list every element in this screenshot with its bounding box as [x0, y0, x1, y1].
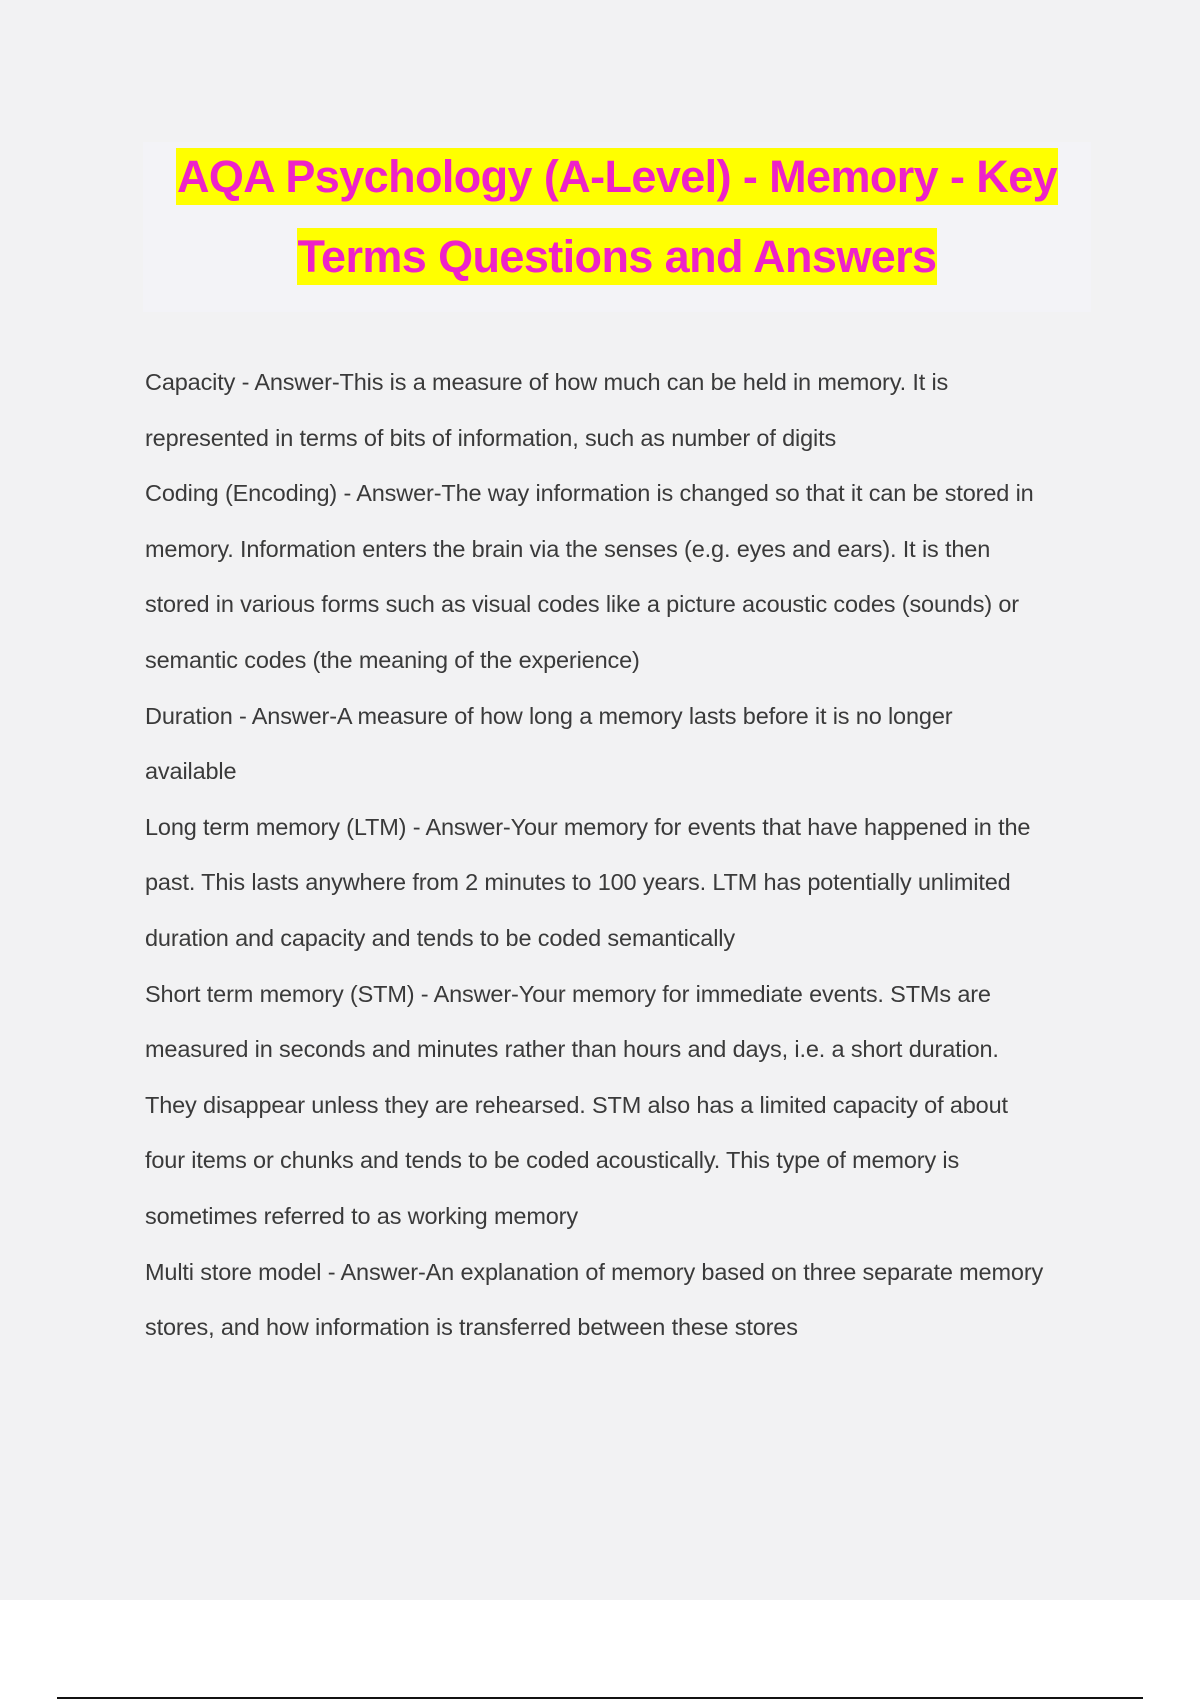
body-line: Coding (Encoding) - Answer-The way information is changed so that it can be stored in [145, 480, 1034, 507]
body-line: available [145, 758, 237, 785]
body-line: stored in various forms such as visual codes like a picture acoustic codes (sounds) or [145, 591, 1019, 618]
body-line: past. This lasts anywhere from 2 minutes to 100 years. LTM has potentially unlimited [145, 869, 1011, 896]
body-line: They disappear unless they are rehearsed. STM also has a limited capacity of about [145, 1091, 1008, 1118]
document-title-line-2: Terms Questions and Answers [297, 228, 938, 285]
body-line: semantic codes (the meaning of the experience) [145, 646, 640, 673]
body-line: memory. Information enters the brain via the senses (e.g. eyes and ears). It is then [145, 535, 991, 562]
footer-divider [57, 1697, 1143, 1699]
body-line: Short term memory (STM) - Answer-Your memory for immediate events. STMs are [145, 980, 991, 1007]
body-line: represented in terms of bits of information, such as number of digits [145, 424, 837, 451]
body-line: Multi store model - Answer-An explanation of memory based on three separate memory [145, 1258, 1044, 1285]
body-line: Long term memory (LTM) - Answer-Your memory for events that have happened in the [145, 813, 1031, 840]
body-line: four items or chunks and tends to be coded acoustically. This type of memory is [145, 1147, 960, 1174]
document-body [145, 355, 1105, 1356]
body-line: Duration - Answer-A measure of how long a memory lasts before it is no longer [145, 702, 953, 729]
document-title-line-1: AQA Psychology (A-Level) - Memory - Key [176, 148, 1058, 205]
title-block [143, 142, 1091, 312]
body-line: measured in seconds and minutes rather than hours and days, i.e. a short duration. [145, 1036, 999, 1063]
body-line: stores, and how information is transferred between these stores [145, 1314, 798, 1341]
body-line: duration and capacity and tends to be coded semantically [145, 924, 735, 951]
body-line: sometimes referred to as working memory [145, 1202, 578, 1229]
body-line: Capacity - Answer-This is a measure of how much can be held in memory. It is [145, 369, 949, 395]
